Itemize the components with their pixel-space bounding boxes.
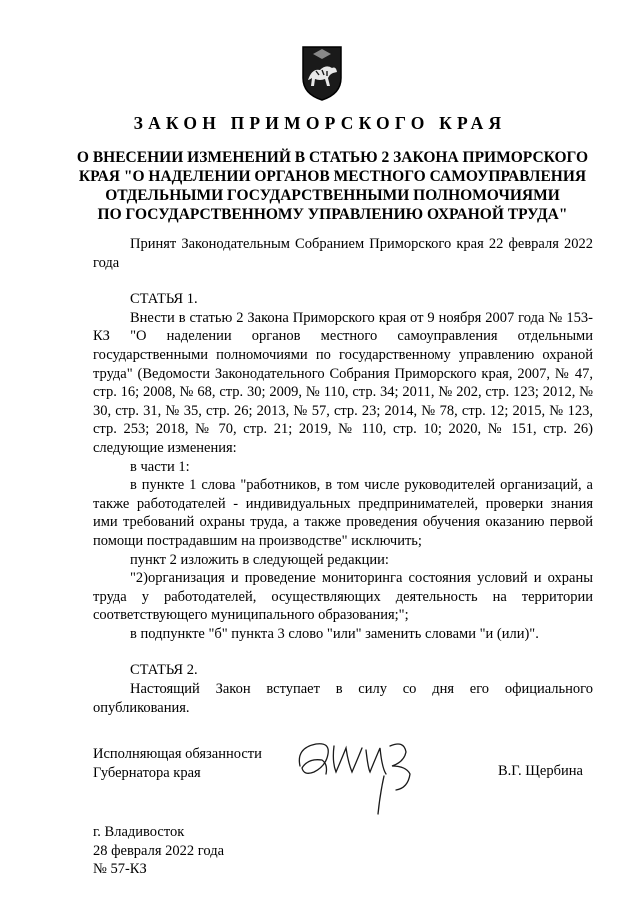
subtitle-line: ОТДЕЛЬНЫМИ ГОСУДАРСТВЕННЫМИ ПОЛНОМОЧИЯМИ [105,187,560,204]
article-2-heading: СТАТЬЯ 2. [130,662,198,679]
issue-date: 28 февраля 2022 года [93,842,225,859]
signatory-name: В.Г. Щербина [498,763,583,779]
issue-details [93,823,224,879]
article-1-paragraph: в пункте 1 слова "работников, в том числе руководителей организаций, а также работодателей - индивидуальных предпринимателей, проверки знания ими требований охраны труда, а также проведения обучения оказанию первой помощи пострадавшим на производстве" исключить; [93,477,593,549]
article-1-paragraph: в подпункте "б" пункта 3 слово "или" заменить словами "и (или)". [130,625,539,642]
article-1-paragraph: в части 1: [130,458,190,475]
adopted-statement: Принят Законодательным Собранием Приморского края 22 февраля 2022 года [93,236,593,271]
law-title: ЗАКОН ПРИМОРСКОГО КРАЯ [133,113,507,133]
signatory-position-line: Губернатора края [93,764,201,781]
issue-city: г. Владивосток [93,824,185,840]
subtitle-line: КРАЯ "О НАДЕЛЕНИИ ОРГАНОВ МЕСТНОГО САМОУПРАВЛЕНИЯ [78,168,587,185]
article-2-paragraph: Настоящий Закон вступает в силу со дня его официального опубликования. [93,681,593,716]
handwritten-signature-icon [288,718,438,818]
signatory-position [93,745,262,782]
document-body [93,235,593,717]
primorsky-coat-of-arms-icon [300,44,344,102]
signatory-position-line: Исполняющая обязанности [93,746,262,762]
subtitle-line: ПО ГОСУДАРСТВЕННОМУ УПРАВЛЕНИЮ ОХРАНОЙ ТРУДА" [97,206,568,223]
article-1-paragraph: "2)организация и проведение мониторинга состояния условий и охраны труда у работодателей, осуществляющих деятельность на территории соответствующего муниципального образования;"; [93,570,593,624]
article-1-paragraph: Внести в статью 2 Закона Приморского края от 9 ноября 2007 года № 153-КЗ "О наделении органов местного самоуправления отдельными государственными полномочиями по государственному управлению охраной труда" (Ведомости Законодательного Собрания Приморского края, 2007, № 47, стр. 16; 2008, № 68, стр. 30; 2009, № 110, стр. 34; 2011, № 202, стр. 123; 2012, № 30, стр. 31, № 35, стр. 26; 2013, № 57, стр. 23; 2014, № 78, стр. 12; 2015, № 123, стр. 253; 2018, № 70, стр. 21; 2019, № 110, стр. 10; 2020, № 151, стр. 26) следующие изменения: [93,309,593,456]
law-subtitle [70,148,595,224]
article-1-heading: СТАТЬЯ 1. [130,291,198,308]
law-number: № 57-КЗ [93,861,147,878]
subtitle-line: О ВНЕСЕНИИ ИЗМЕНЕНИЙ В СТАТЬЮ 2 ЗАКОНА ПРИМОРСКОГО [76,149,589,166]
article-1-paragraph: пункт 2 изложить в следующей редакции: [130,551,389,568]
